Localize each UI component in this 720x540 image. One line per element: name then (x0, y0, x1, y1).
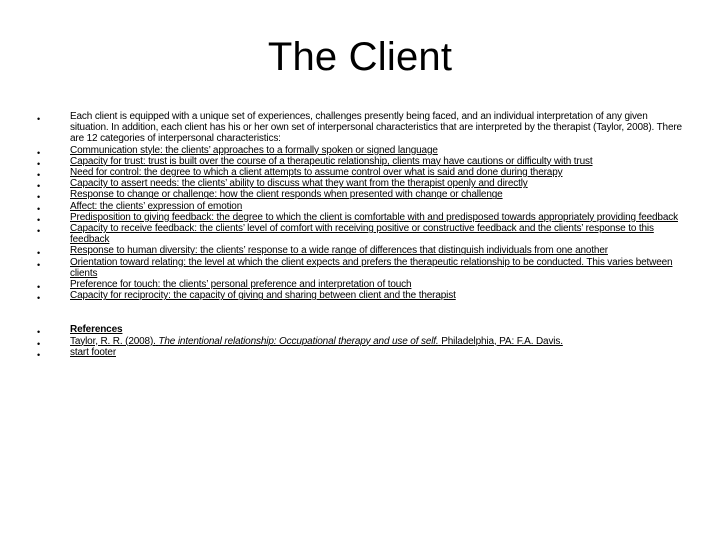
list-item-references (0, 324, 720, 338)
list-item (0, 201, 720, 212)
slide-title: The Client (267, 35, 453, 79)
list-item-citation (0, 336, 720, 347)
list-item (0, 167, 720, 181)
list-item (0, 223, 720, 245)
list-item (0, 290, 720, 304)
list-item (0, 279, 720, 293)
bullet-icon: • (37, 203, 41, 214)
characteristic-receive-feedback[interactable]: Capacity to receive feedback: the clients’ level of comfort with receiving positive or constructive feedback and the clients’ response to this feedback (70, 223, 654, 246)
characteristic-giving-feedback[interactable]: Predisposition to giving feedback: the degree to which the client is comfortable with and predisposed towards appropriately providing feedback (70, 211, 678, 223)
bullet-icon: • (37, 293, 41, 304)
bullet-icon: • (37, 338, 41, 349)
bullet-icon: • (37, 248, 41, 259)
list-item (0, 257, 720, 279)
bullet-icon: • (37, 170, 41, 181)
characteristic-response-to-change[interactable]: Response to change or challenge: how the client responds when presented with change or challenge (70, 189, 503, 201)
bullet-icon: • (37, 282, 41, 293)
references-heading[interactable]: References (70, 324, 123, 336)
characteristic-communication-style[interactable]: Communication style: the clients’ approaches to a formally spoken or signed language (70, 144, 438, 156)
spacer (0, 301, 720, 324)
list-item-footer (0, 347, 720, 358)
bullet-icon: • (37, 226, 41, 237)
list-item-intro (0, 111, 720, 145)
start-footer-link[interactable]: start footer (70, 346, 116, 358)
characteristic-need-for-control[interactable]: Need for control: the degree to which a client attempts to assume control over what is said and done during therapy (70, 167, 563, 179)
list-item (0, 212, 720, 223)
characteristic-preference-for-touch[interactable]: Preference for touch: the clients’ personal preference and interpretation of touch (70, 279, 412, 291)
citation-publisher: Philadelphia, PA: F.A. Davis. (441, 335, 563, 347)
bullet-icon: • (37, 327, 41, 338)
characteristic-affect[interactable]: Affect: the clients’ expression of emotion (70, 200, 243, 212)
bullet-icon: • (37, 147, 41, 158)
bullet-icon: • (37, 114, 41, 124)
bullet-icon: • (37, 259, 41, 270)
bullet-list (0, 111, 720, 358)
characteristic-capacity-for-reciprocity[interactable]: Capacity for reciprocity: the capacity of giving and sharing between client and the therapist (70, 290, 456, 302)
characteristic-human-diversity[interactable]: Response to human diversity: the clients’ response to a wide range of differences that distinguish individuals from one another (70, 245, 608, 257)
list-item (0, 245, 720, 259)
list-item (0, 178, 720, 192)
intro-text: Each client is equipped with a unique set of experiences, challenges presently being faced, and an individual interpretation of any given situation. In addition, each client has his or her own set of interpersonal characteristics that are interpreted by the therapist (Taylor, 2008). There are 12 categories of interpersonal characteristics: (70, 111, 682, 145)
characteristic-capacity-to-assert-needs[interactable]: Capacity to assert needs: the clients’ ability to discuss what they want from the therapist openly and directly (70, 178, 528, 190)
bullet-icon: • (37, 158, 41, 169)
list-item (0, 189, 720, 203)
bullet-icon: • (37, 181, 41, 192)
characteristic-capacity-for-trust[interactable]: Capacity for trust: trust is built over the course of a therapeutic relationship, clients may have cautions or difficulty with trust (70, 155, 593, 167)
list-item (0, 145, 720, 156)
bullet-icon: • (37, 192, 41, 203)
citation-author: Taylor, R. R. (2008). (70, 335, 156, 347)
citation[interactable] (70, 336, 682, 347)
citation-title: The intentional relationship: Occupational therapy and use of self. (158, 335, 439, 347)
characteristic-orientation-toward-relating[interactable]: Orientation toward relating: the level at which the client expects and prefers the therapeutic relationship to be conducted. This varies between clients (70, 256, 673, 279)
list-item (0, 156, 720, 167)
bullet-icon: • (37, 349, 41, 360)
bullet-icon: • (37, 214, 41, 225)
